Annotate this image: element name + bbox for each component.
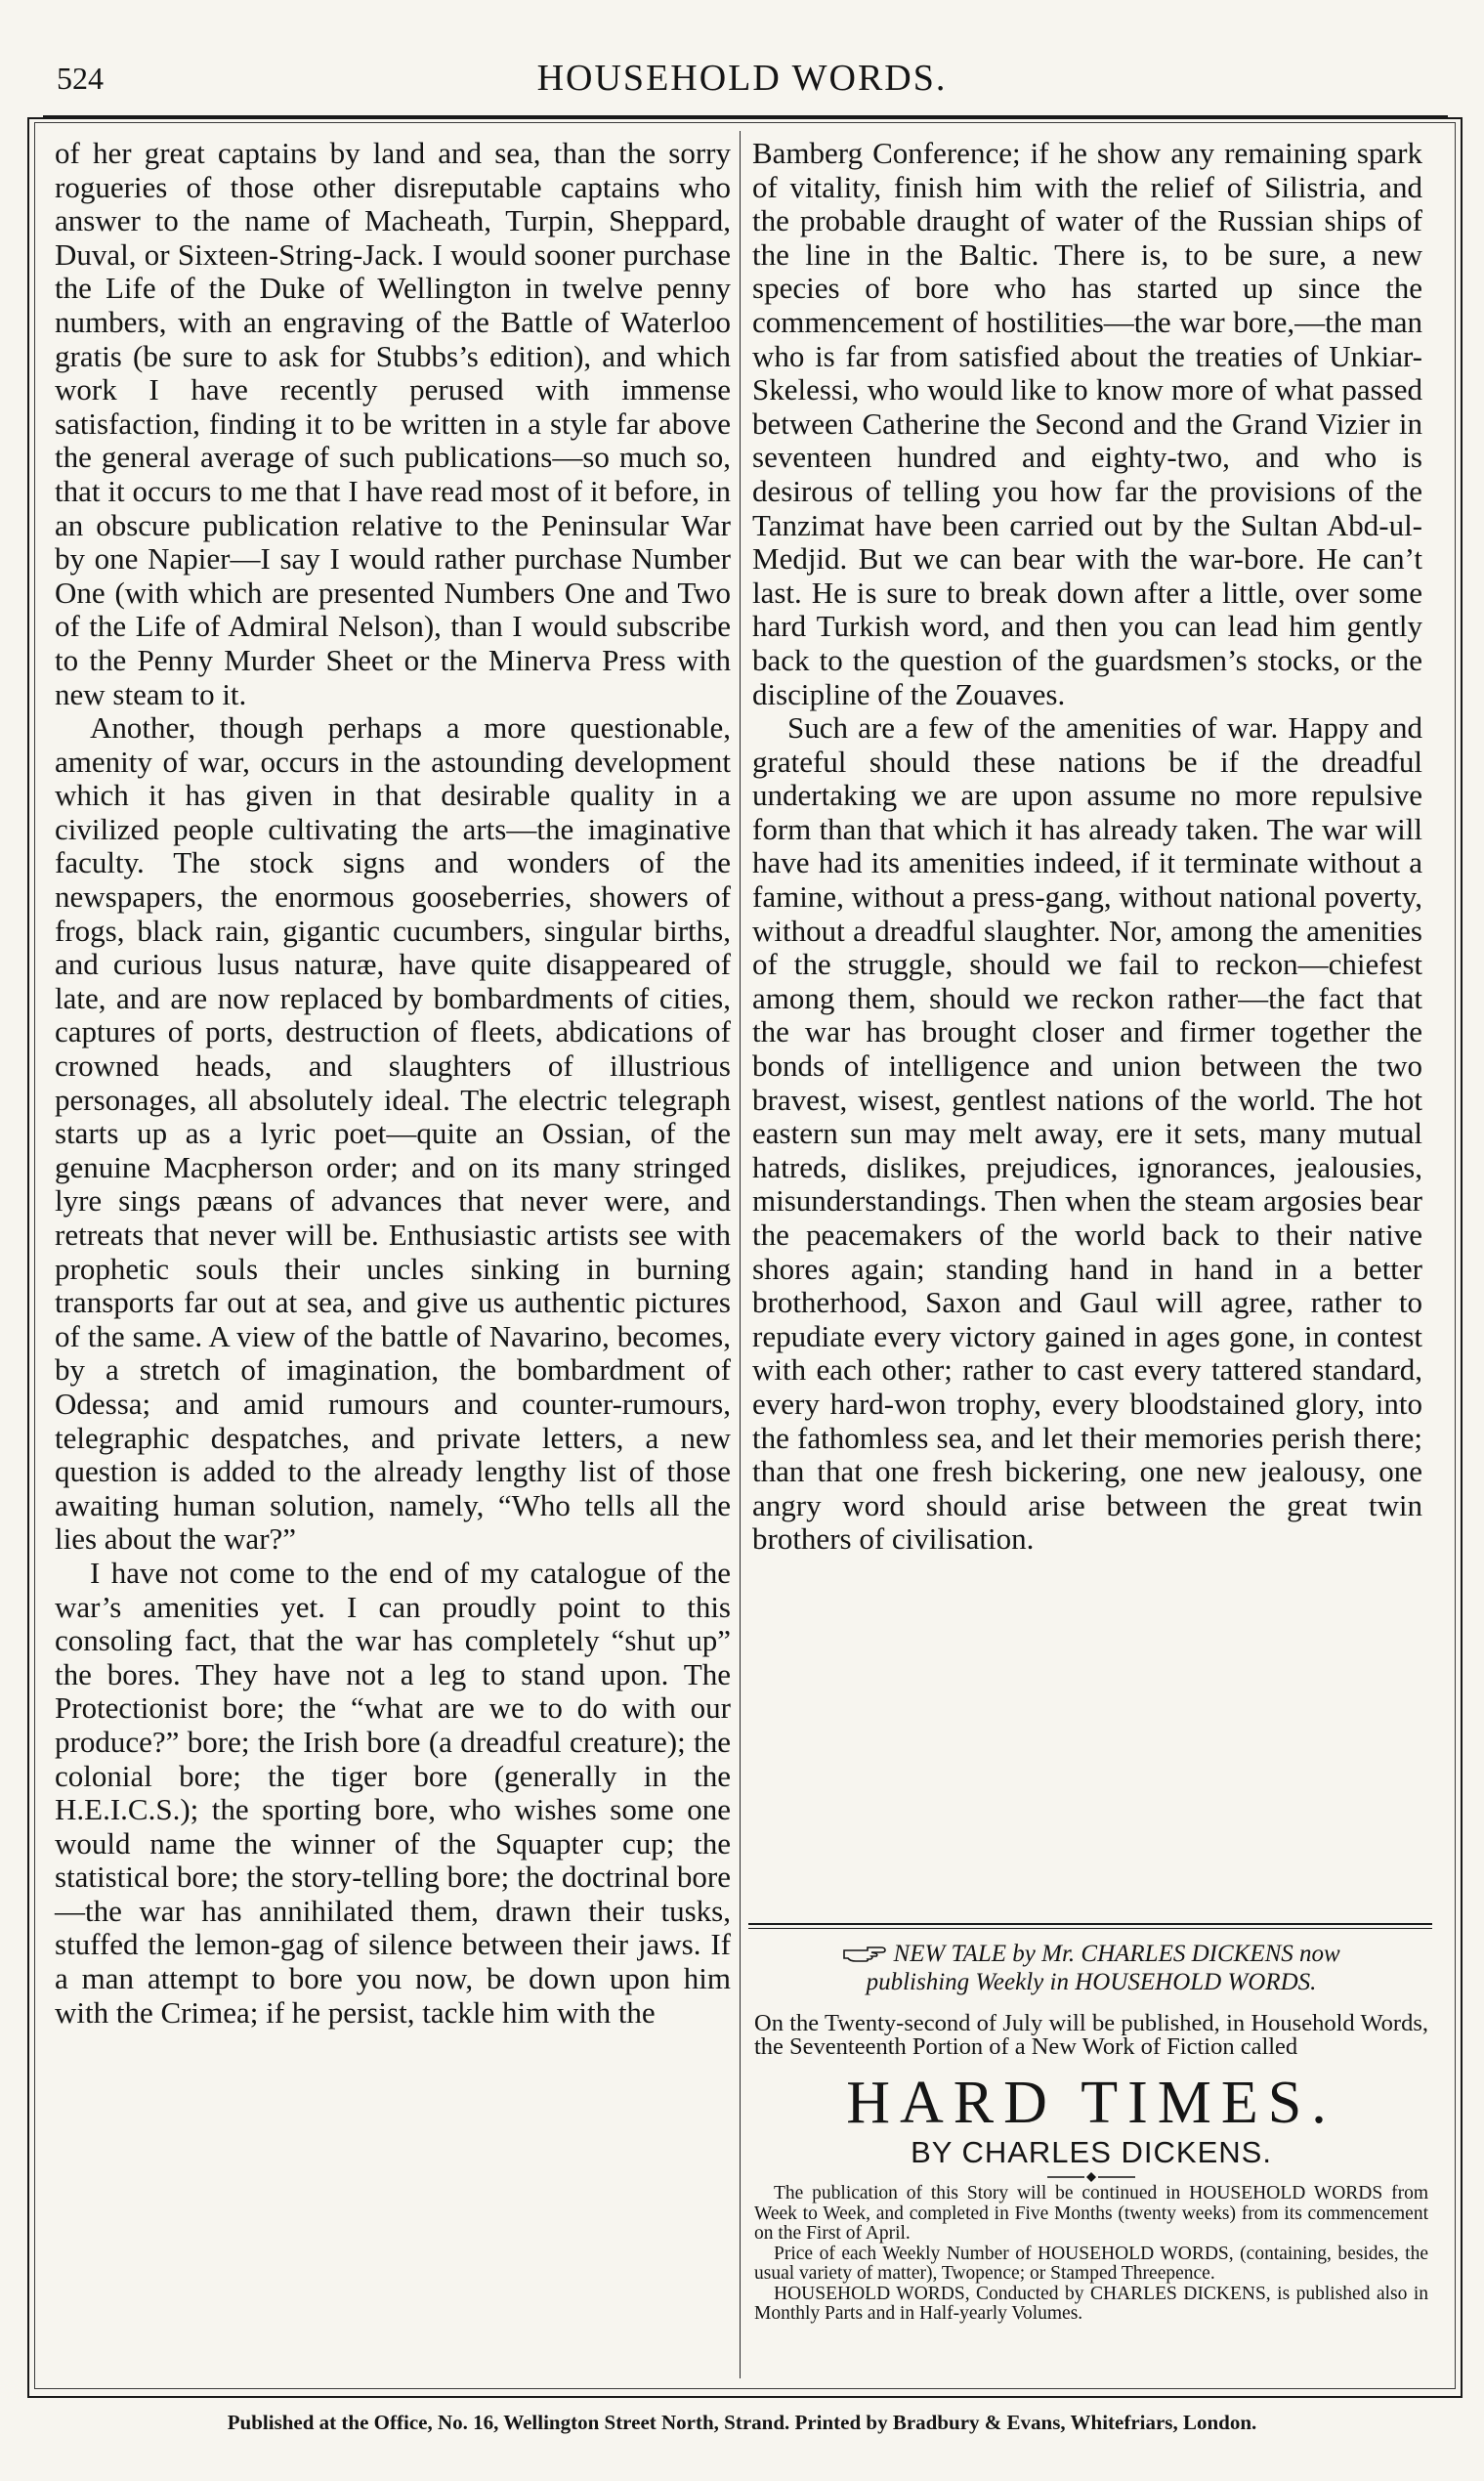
column-divider — [740, 131, 741, 2378]
notice-intro: On the Twenty-second of July will be published, in Household Words, the Seventeenth Portion of a New Work of Fiction called — [754, 2010, 1428, 2060]
page-number: 524 — [57, 61, 104, 96]
header-rule — [43, 115, 1448, 118]
left-column — [55, 137, 731, 2030]
pointing-hand-icon — [842, 1943, 887, 1964]
notice-heading — [754, 1940, 1428, 1996]
paragraph: I have not come to the end of my catalogue of the war’s amenities yet. I can proudly point to this consoling fact, that the war has completely “shut up” the bores. They have not a leg to stand upon. The Protectionist bore; the “what are we to do with our produce?” bore; the Irish bore (a dreadful creature); the colonial bore; the tiger bore (generally in the H.E.I.C.S.); the sporting bore, who wishes some one would name the winner of the Squapter cup; the statistical bore; the story-telling bore; the doctrinal bore—the war has annihilated them, drawn their tusks, stuffed the lemon-gag of silence between their jaws. If a man attempt to bore you now, be down upon him with the Crimea; if he persist, tackle him with the — [55, 1555, 731, 2030]
advertisement-notice — [754, 1940, 1428, 2365]
book-author: BY CHARLES DICKENS. — [911, 2135, 1272, 2169]
paragraph: of her great captains by land and sea, than the sorry rogueries of those other disreputable captains who answer to the name of Macheath, Turpin, Sheppard, Duval, or Sixteen-String-Jack. I would sooner purchase the Life of the Duke of Wellington in twelve penny numbers, with an engraving of the Battle of Waterloo gratis (be sure to ask for Stubbs’s edition), and which work I have recently perused with immense satisfaction, finding it to be written in a style far above the general average of such publications—so much so, that it occurs to me that I have read most of it before, in an obscure publication relative to the Peninsular War by one Napier—I say I would rather purchase Number One (with which are presented Numbers One and Two of the Life of Admiral Nelson), than I would subscribe to the Penny Murder Sheet or the Minerva Press with new steam to it. — [55, 136, 731, 711]
imprint-footer: Published at the Office, No. 16, Wellington Street North, Strand. Printed by Bradbury & Evans, Whitefriars, London. — [227, 2411, 1257, 2434]
notice-body — [754, 2184, 1428, 2325]
notice-heading-line1: NEW TALE by Mr. CHARLES DICKENS now — [893, 1941, 1340, 1967]
notice-heading-line2: publishing Weekly in HOUSEHOLD WORDS. — [866, 1969, 1317, 1995]
paragraph: Such are a few of the amenities of war. Happy and grateful should these nations be if the dreadful undertaking we are upon assume no more repulsive form than that which it has already taken. The war will have had its amenities indeed, if it terminate without a famine, without a press-gang, without national poverty, without a dreadful slaughter. Nor, among the amenities of the struggle, should we fail to reckon—chiefest among them, should we reckon rather—the fact that the war has brought closer and firmer together the bonds of intelligence and union between the two bravest, wisest, gentlest nations of the world. The hot eastern sun may melt away, ere it sets, many mutual hatreds, dislikes, prejudices, ignorances, jealousies, misunderstandings. Then when the steam argosies bear the peacemakers of the world back to their native shores again; standing hand in hand in a better brotherhood, Saxon and Gaul will agree, rather to repudiate every victory gained in ages gone, in contest with each other; rather to cast every tattered standard, every hard-won trophy, every bloodstained glory, into the fathomless sea, and let their memories perish there; than that one fresh bickering, one new jealousy, one angry word should arise between the great twin brothers of civilisation. — [752, 710, 1422, 1557]
notice-paragraph: The publication of this Story will be continued in HOUSEHOLD WORDS from Week to Week, and completed in Five Months (twenty weeks) from its commencement on the First of April. — [754, 2183, 1428, 2244]
paragraph: Another, though perhaps a more questionable, amenity of war, occurs in the astounding development which it has given in that desirable quality in a civilized people cultivating the arts—the imaginative faculty. The stock signs and wonders of the newspapers, the enormous gooseberries, showers of frogs, black rain, gigantic cucumbers, singular births, and curious lusus naturæ, have quite disappeared of late, and are now replaced by bombardments of cities, captures of ports, destruction of fleets, abdications of crowned heads, and slaughters of illustrious personages, all absolutely ideal. The electric telegraph starts up as a lyric poet—quite an Ossian, of the genuine Macpherson order; and on its many stringed lyre sings pæans of advances that never were, and retreats that never will be. Enthusiastic artists see with prophetic souls their uncles sinking in burning transports far out at sea, and give us authentic pictures of the same. A view of the battle of Navarino, becomes, by a stretch of imagination, the bombardment of Odessa; and amid rumours and counter-rumours, telegraphic despatches, and private letters, a new question is added to the already lengthy list of those awaiting human solution, namely, “Who tells all the lies about the war?” — [55, 710, 731, 1557]
running-head: HOUSEHOLD WORDS. — [536, 58, 948, 99]
notice-top-rule — [748, 1923, 1432, 1925]
right-column — [752, 137, 1422, 1557]
notice-paragraph: Price of each Weekly Number of HOUSEHOLD WORDS, (containing, besides, the usual variety of matter), Twopence; or Stamped Threepence. — [754, 2243, 1428, 2284]
book-title: HARD TIMES. — [846, 2070, 1336, 2136]
notice-paragraph: HOUSEHOLD WORDS, Conducted by CHARLES DICKENS, is published also in Monthly Parts and in Half-yearly Volumes. — [754, 2283, 1428, 2324]
notice-top-rule-thin — [748, 1928, 1432, 1929]
ornament-divider — [1047, 2172, 1135, 2182]
paragraph: Bamberg Conference; if he show any remaining spark of vitality, finish him with the relief of Silistria, and the probable draught of water of the Russian ships of the line in the Baltic. There is, to be sure, a new species of bore who has started up since the commencement of hostilities—the war bore,—the man who is far from satisfied about the treaties of Unkiar-Skelessi, who would like to know more of what passed between Catherine the Second and the Grand Vizier in seventeen hundred and eighty-two, and who is desirous of telling you how far the provisions of the Tanzimat have been carried out by the Sultan Abd-ul-Medjid. But we can bear with the war-bore. He can’t last. He is sure to break down after a little, over some hard Turkish word, and then you can lead him gently back to the question of the guardsmen’s stocks, or the discipline of the Zouaves. — [752, 136, 1422, 711]
